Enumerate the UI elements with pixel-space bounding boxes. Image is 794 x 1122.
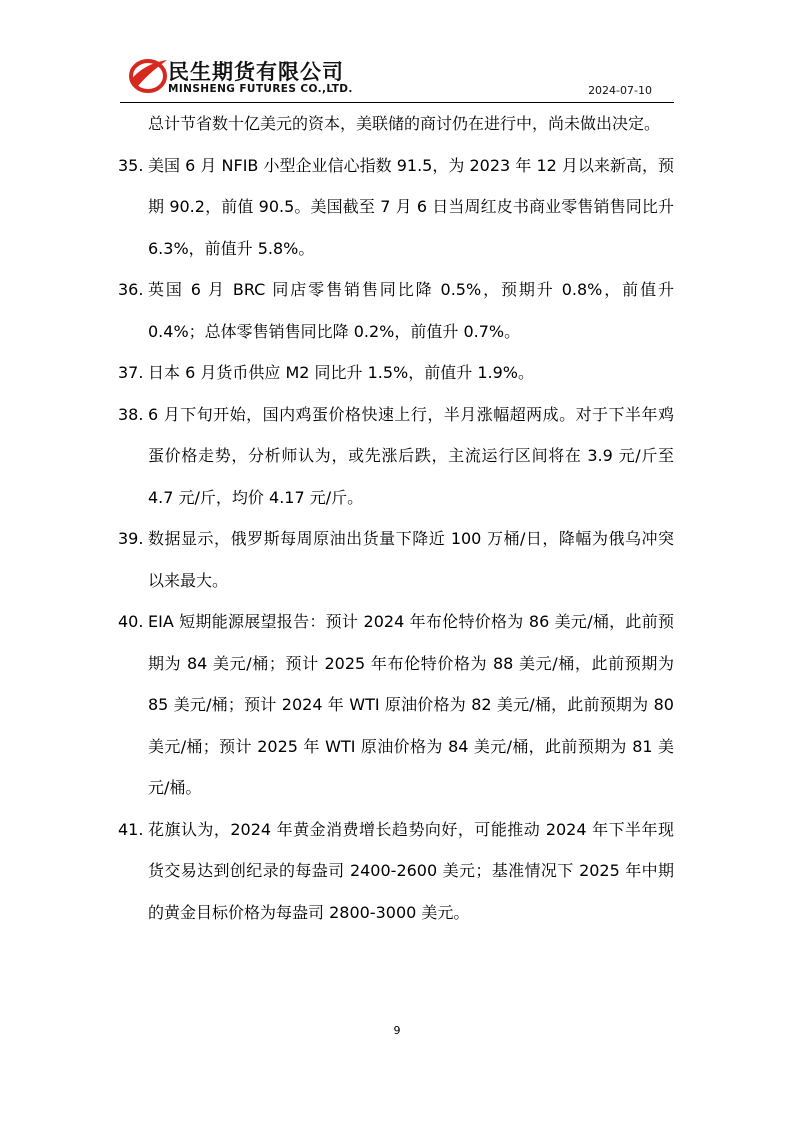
news-item	[118, 601, 674, 809]
item-text: EIA 短期能源展望报告：预计 2024 年布伦特价格为 86 美元/桶，此前预期为 84 美元/桶；预计 2025 年布伦特价格为 88 美元/桶，此前预期为 85 美元/桶；预计 2024 年 WTI 原油价格为 82 美元/桶，此前预期为 80 美元/桶；预计 2025 年 WTI 原油价格为 84 美元/桶，此前预期为 81 美元/桶。	[148, 612, 674, 797]
page-header	[120, 50, 674, 103]
page-number: 9	[393, 1024, 401, 1037]
news-item	[118, 394, 674, 519]
continuation-text: 总计节省数十亿美元的资本，美联储的商讨仍在进行中，尚未做出决定。	[148, 114, 661, 133]
item-text: 6 月下旬开始，国内鸡蛋价格快速上行，半月涨幅超两成。对于下半年鸡蛋价格走势，分析师认为，或先涨后跌，主流运行区间将在 3.9 元/斤至 4.7 元/斤，均价 4.17 元/斤。	[148, 404, 674, 507]
news-item	[118, 518, 674, 601]
company-name-cn: 民生期货有限公司	[168, 60, 344, 84]
item-number: 38.	[118, 404, 144, 424]
report-date: 2024-07-10	[588, 84, 652, 97]
item-number: 37.	[118, 363, 144, 382]
item-number: 36.	[118, 280, 144, 299]
company-name-en: MINSHENG FUTURES CO.,LTD.	[168, 83, 353, 95]
item-text: 数据显示，俄罗斯每周原油出货量下降近 100 万桶/日，降幅为俄乌冲突以来最大。	[148, 529, 674, 590]
item-text: 美国 6 月 NFIB 小型企业信心指数 91.5，为 2023 年 12 月以来新高，预期 90.2，前值 90.5。美国截至 7 月 6 日当周红皮书商业零售销售同比升 6.3%，前值升 5.8%。	[148, 155, 674, 258]
item-number: 41.	[118, 819, 144, 839]
news-item	[118, 269, 674, 352]
item-text: 英国 6 月 BRC 同店零售销售同比降 0.5%，预期升 0.8%，前值升 0.4%；总体零售销售同比降 0.2%，前值升 0.7%。	[148, 280, 674, 341]
news-item	[118, 352, 674, 394]
item-number: 40.	[118, 612, 144, 631]
item-text: 日本 6 月货币供应 M2 同比升 1.5%，前值升 1.9%。	[148, 363, 534, 382]
item-text: 花旗认为，2024 年黄金消费增长趋势向好，可能推动 2024 年下半年现货交易达到创纪录的每盎司 2400-2600 美元；基准情况下 2025 年中期的黄金目标价格为每盎司 2800-3000 美元。	[148, 819, 674, 922]
news-item	[118, 145, 674, 270]
news-item	[118, 809, 674, 934]
news-list	[118, 103, 674, 933]
minsheng-logo-icon	[128, 56, 168, 94]
item-number: 35.	[118, 155, 144, 175]
item-number: 39.	[118, 529, 144, 548]
